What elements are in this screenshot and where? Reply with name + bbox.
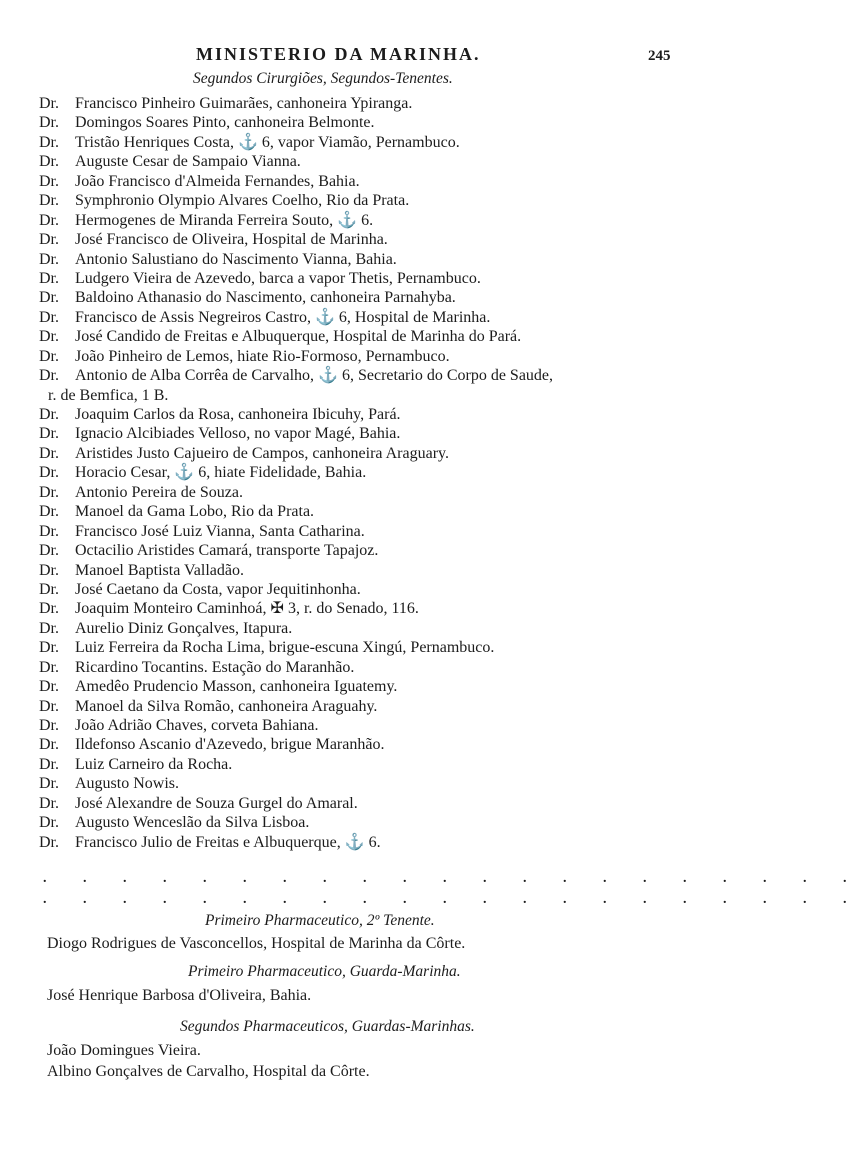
entry-text: Francisco Pinheiro Guimarães, canhoneira Ypiranga. bbox=[75, 95, 413, 112]
entry-text: João Francisco d'Almeida Fernandes, Bahia. bbox=[75, 172, 360, 190]
entry-title: Dr. bbox=[39, 425, 59, 443]
section-title-segundos-cirurgioes: Segundos Cirurgiões, Segundos-Tenentes. bbox=[193, 70, 453, 87]
entry-text: Luiz Ferreira da Rocha Lima, brigue-escuna Xingú, Pernambuco. bbox=[75, 639, 495, 657]
list-item bbox=[0, 386, 736, 405]
entry-text: Manoel Baptista Valladão. bbox=[75, 561, 244, 579]
entry-title: Dr. bbox=[39, 542, 59, 560]
entry-text: Horacio Cesar, ⚓ 6, hiate Fidelidade, Bahia. bbox=[75, 464, 367, 482]
entry-title: Dr. bbox=[39, 580, 59, 598]
entry-text: Manoel da Silva Romão, canhoneira Araguahy. bbox=[75, 697, 378, 715]
list-item bbox=[0, 269, 736, 288]
list-item bbox=[0, 483, 736, 502]
entry-title: Dr. bbox=[39, 250, 59, 268]
entry-text: Francisco José Luiz Vianna, Santa Catharina. bbox=[75, 522, 365, 540]
entry-title: Dr. bbox=[39, 736, 59, 754]
entry-text: João Pinheiro de Lemos, hiate Rio-Formoso, Pernambuco. bbox=[75, 347, 450, 365]
list-item bbox=[0, 211, 736, 230]
entry-title: Dr. bbox=[39, 678, 59, 696]
entry-text: Tristão Henriques Costa, ⚓ 6, vapor Viamão, Pernambuco. bbox=[75, 133, 460, 151]
entry-title: Dr. bbox=[39, 561, 59, 579]
entry-text: João Adrião Chaves, corveta Bahiana. bbox=[75, 717, 319, 734]
entry-title: Dr. bbox=[39, 289, 59, 307]
list-item bbox=[0, 599, 736, 618]
entry-text: Luiz Carneiro da Rocha. bbox=[75, 755, 233, 773]
entry-title: Dr. bbox=[39, 814, 59, 832]
entry-title: Dr. bbox=[39, 172, 59, 190]
page-number: 245 bbox=[648, 48, 671, 64]
entry-title: Dr. bbox=[39, 269, 59, 287]
entry-text: Ludgero Vieira de Azevedo, barca a vapor Thetis, Pernambuco. bbox=[75, 269, 481, 287]
entry-title: Dr. bbox=[39, 231, 59, 249]
entry-text: Antonio Salustiano do Nascimento Vianna, Bahia. bbox=[75, 250, 397, 268]
entry-text: Francisco de Assis Negreiros Castro, ⚓ 6, Hospital de Marinha. bbox=[75, 308, 491, 326]
list-item bbox=[0, 405, 736, 424]
entry-text: Augusto Nowis. bbox=[75, 775, 180, 793]
list-item: José Henrique Barbosa d'Oliveira, Bahia. bbox=[47, 987, 312, 1004]
entry-text: Aurelio Diniz Gonçalves, Itapura. bbox=[75, 619, 293, 637]
entry-text: Manoel da Gama Lobo, Rio da Prata. bbox=[75, 503, 315, 521]
entry-text: Aristides Justo Cajueiro de Campos, canhoneira Araguary. bbox=[75, 444, 449, 462]
list-item bbox=[0, 522, 736, 541]
list-item bbox=[0, 172, 736, 191]
ellipsis-row: . . . . . . . . . . . . . . . . . . . . . bbox=[43, 871, 863, 886]
entry-text: Joaquim Monteiro Caminhoá, ✠ 3, r. do Senado, 116. bbox=[75, 600, 419, 618]
entry-text: Antonio Pereira de Souza. bbox=[75, 483, 243, 501]
list-item: João Domingues Vieira. bbox=[47, 1042, 201, 1059]
list-item bbox=[0, 347, 736, 366]
entry-title: Dr. bbox=[39, 522, 59, 540]
entry-text: José Alexandre de Souza Gurgel do Amaral. bbox=[75, 794, 358, 812]
list-item bbox=[0, 735, 736, 754]
list-item bbox=[0, 638, 736, 657]
list-item bbox=[0, 94, 736, 113]
list-item bbox=[0, 444, 736, 463]
section-title-segundos-pharmaceuticos: Segundos Pharmaceuticos, Guardas-Marinhas. bbox=[180, 1018, 475, 1035]
list-item bbox=[0, 327, 736, 346]
entry-text: Ignacio Alcibiades Velloso, no vapor Magé, Bahia. bbox=[75, 425, 401, 443]
list-item bbox=[0, 619, 736, 638]
entry-text: Hermogenes de Miranda Ferreira Souto, ⚓ 6. bbox=[75, 211, 374, 229]
entry-title: Dr. bbox=[39, 444, 59, 462]
entry-title: Dr. bbox=[39, 619, 59, 637]
list-item bbox=[0, 502, 736, 521]
entry-title: Dr. bbox=[39, 153, 59, 171]
section-title-primeiro-pharmaceutico-guarda: Primeiro Pharmaceutico, Guarda-Marinha. bbox=[188, 963, 461, 980]
entry-title: Dr. bbox=[39, 133, 59, 151]
list-item bbox=[0, 541, 736, 560]
entry-title: Dr. bbox=[39, 639, 59, 657]
list-item bbox=[0, 230, 736, 249]
entry-title: Dr. bbox=[39, 755, 59, 773]
entry-title: Dr. bbox=[39, 211, 59, 229]
entry-text: Domingos Soares Pinto, canhoneira Belmonte. bbox=[75, 114, 375, 132]
list-item bbox=[0, 755, 736, 774]
list-item bbox=[0, 113, 736, 132]
entry-title: Dr. bbox=[39, 717, 59, 734]
section-title-primeiro-pharmaceutico-tenente: Primeiro Pharmaceutico, 2º Tenente. bbox=[205, 912, 435, 929]
list-item bbox=[0, 833, 736, 852]
list-item: Diogo Rodrigues de Vasconcellos, Hospital de Marinha da Côrte. bbox=[47, 935, 466, 952]
entry-text: Ricardino Tocantins. Estação do Maranhão. bbox=[75, 658, 355, 676]
entry-text: José Candido de Freitas e Albuquerque, Hospital de Marinha do Pará. bbox=[75, 328, 522, 346]
entry-title: Dr. bbox=[39, 483, 59, 501]
entry-title: Dr. bbox=[39, 328, 59, 346]
list-item bbox=[0, 774, 736, 793]
running-head: MINISTERIO DA MARINHA. bbox=[196, 44, 481, 64]
entry-title: Dr. bbox=[39, 367, 59, 385]
list-item bbox=[0, 133, 736, 152]
surgeon-list bbox=[0, 94, 736, 852]
entry-title: Dr. bbox=[39, 406, 59, 423]
list-item bbox=[0, 697, 736, 716]
entry-title: Dr. bbox=[39, 600, 59, 618]
list-item: Albino Gonçalves de Carvalho, Hospital da Côrte. bbox=[47, 1063, 370, 1080]
entry-text: Octacilio Aristides Camará, transporte Tapajoz. bbox=[75, 542, 379, 560]
entry-text: Antonio de Alba Corrêa de Carvalho, ⚓ 6, Secretario do Corpo de Saude, bbox=[75, 367, 554, 385]
page-header bbox=[0, 44, 736, 68]
entry-text: Joaquim Carlos da Rosa, canhoneira Ibicuhy, Pará. bbox=[75, 406, 401, 423]
entry-title: Dr. bbox=[39, 833, 59, 851]
entry-title: Dr. bbox=[39, 308, 59, 326]
list-item bbox=[0, 794, 736, 813]
list-item bbox=[0, 677, 736, 696]
list-item bbox=[0, 288, 736, 307]
entry-title: Dr. bbox=[39, 347, 59, 365]
list-item bbox=[0, 580, 736, 599]
list-item bbox=[0, 424, 736, 443]
list-item bbox=[0, 716, 736, 735]
entry-title: Dr. bbox=[39, 775, 59, 793]
entry-title: Dr. bbox=[39, 658, 59, 676]
entry-title: Dr. bbox=[39, 464, 59, 482]
list-item bbox=[0, 366, 736, 385]
list-item bbox=[0, 658, 736, 677]
list-item bbox=[0, 308, 736, 327]
list-item bbox=[0, 152, 736, 171]
ellipsis-row: . . . . . . . . . . . . . . . . . . . . . bbox=[43, 892, 863, 907]
entry-text: Auguste Cesar de Sampaio Vianna. bbox=[75, 153, 301, 171]
entry-text: Francisco Julio de Freitas e Albuquerque, ⚓ 6. bbox=[75, 833, 381, 851]
entry-text: José Caetano da Costa, vapor Jequitinhonha. bbox=[75, 580, 361, 598]
entry-text: r. de Bemfica, 1 B. bbox=[48, 386, 169, 404]
entry-text: Baldoino Athanasio do Nascimento, canhoneira Parnahyba. bbox=[75, 289, 456, 307]
list-item bbox=[0, 250, 736, 269]
entry-title: Dr. bbox=[39, 192, 59, 210]
entry-title: Dr. bbox=[39, 794, 59, 812]
entry-title: Dr. bbox=[39, 114, 59, 132]
entry-title: Dr. bbox=[39, 503, 59, 521]
entry-text: Ildefonso Ascanio d'Azevedo, brigue Maranhão. bbox=[75, 736, 385, 754]
entry-text: Augusto Wenceslão da Silva Lisboa. bbox=[75, 814, 310, 832]
entry-title: Dr. bbox=[39, 697, 59, 715]
list-item bbox=[0, 463, 736, 482]
list-item bbox=[0, 191, 736, 210]
entry-text: José Francisco de Oliveira, Hospital de Marinha. bbox=[75, 231, 388, 249]
entry-text: Symphronio Olympio Alvares Coelho, Rio da Prata. bbox=[75, 192, 410, 210]
list-item bbox=[0, 813, 736, 832]
entry-title: Dr. bbox=[39, 95, 59, 112]
list-item bbox=[0, 561, 736, 580]
entry-text: Amedêo Prudencio Masson, canhoneira Iguatemy. bbox=[75, 678, 398, 696]
